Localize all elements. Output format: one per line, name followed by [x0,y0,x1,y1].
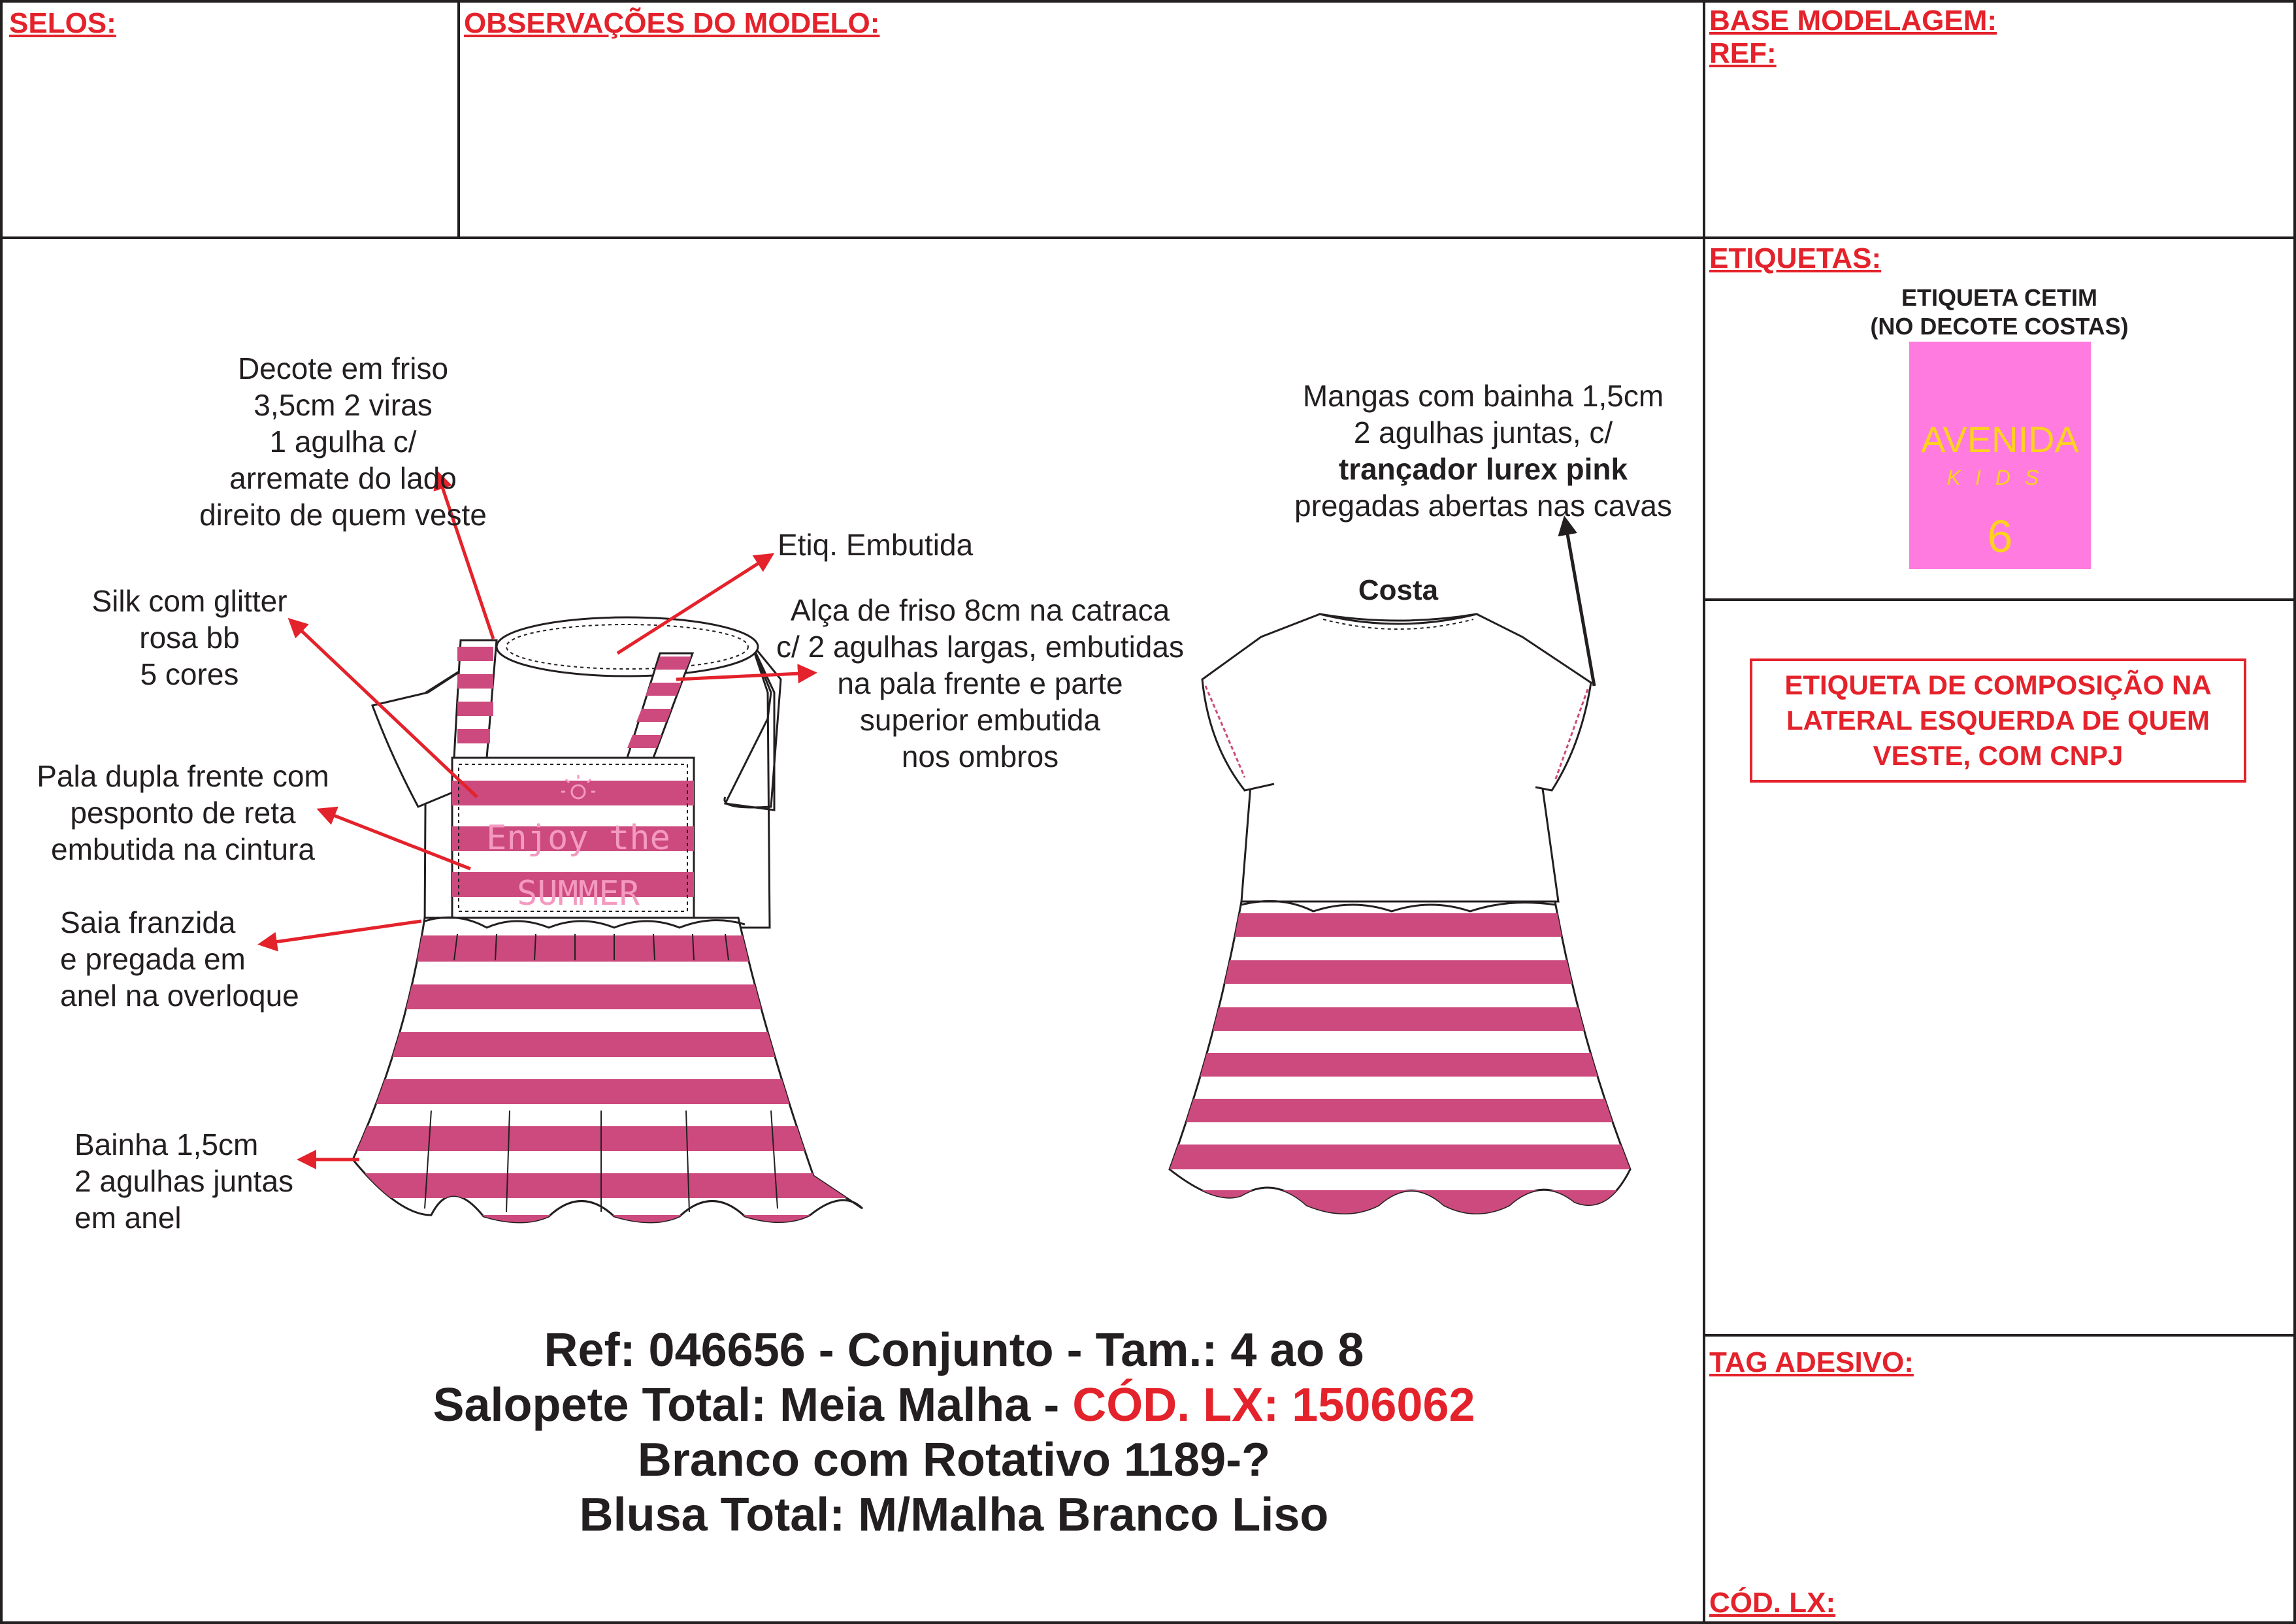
selos-header: SELOS: [9,7,116,39]
etiqueta-cetim-line: (NO DECOTE COSTAS) [1870,313,2129,340]
silk-note: Silk com glitter rosa bb 5 cores [91,584,287,691]
etiqueta-cetim-line: ETIQUETA CETIM [1901,284,2097,311]
tag-adesivo-header: TAG ADESIVO: [1709,1346,1914,1378]
brand-label-size: 6 [1987,511,2013,562]
summary-line-2: Salopete Total: Meia Malha - CÓD. LX: 1506062 [433,1379,1475,1431]
print-summer: SUMMER [517,874,640,913]
etiquetas-header: ETIQUETAS: [1709,242,1882,274]
observacoes-header: OBSERVAÇÕES DO MODELO: [464,7,880,39]
alca-note: Alça de friso 8cm na catraca c/ 2 agulhas largas, embutidas na pala frente e parte superior embutida nos ombros [776,593,1184,773]
brand-label-kids: KIDS [1946,466,2054,489]
base-modelagem-header: BASE MODELAGEM: [1709,5,1997,37]
cod-lx-header: CÓD. LX: [1709,1587,1836,1619]
product-summary [366,1323,1542,1542]
composicao-label: ETIQUETA DE COMPOSIÇÃO NA LATERAL ESQUERDA DE QUEM VESTE, COM CNPJ [1750,658,2246,783]
summary-line-1: Ref: 046656 - Conjunto - Tam.: 4 ao 8 [544,1324,1364,1376]
pala-note: Pala dupla frente com pesponto de reta embutida na cintura [37,759,329,866]
summary-line-4: Blusa Total: M/Malha Branco Liso [579,1489,1329,1541]
print-enjoy: Enjoy the [486,819,670,858]
summary-line-3: Branco com Rotativo 1189-? [637,1434,1271,1486]
etiq-embutida-note: Etiq. Embutida [778,528,974,562]
costa-label: Costa [1358,574,1439,606]
ref-header: REF: [1709,37,1777,69]
decote-note: Decote em friso 3,5cm 2 viras 1 agulha c/ arremate do lado direito de quem veste [199,351,487,532]
brand-label-name: AVENIDA [1921,419,2079,460]
mangas-note: Mangas com bainha 1,5cm 2 agulhas juntas, c/ trançador lurex pink pregadas abertas nas cavas [1294,379,1672,523]
bainha-note: Bainha 1,5cm 2 agulhas juntas em anel [74,1128,294,1235]
saia-note: Saia franzida e pregada em anel na overloque [60,905,299,1013]
